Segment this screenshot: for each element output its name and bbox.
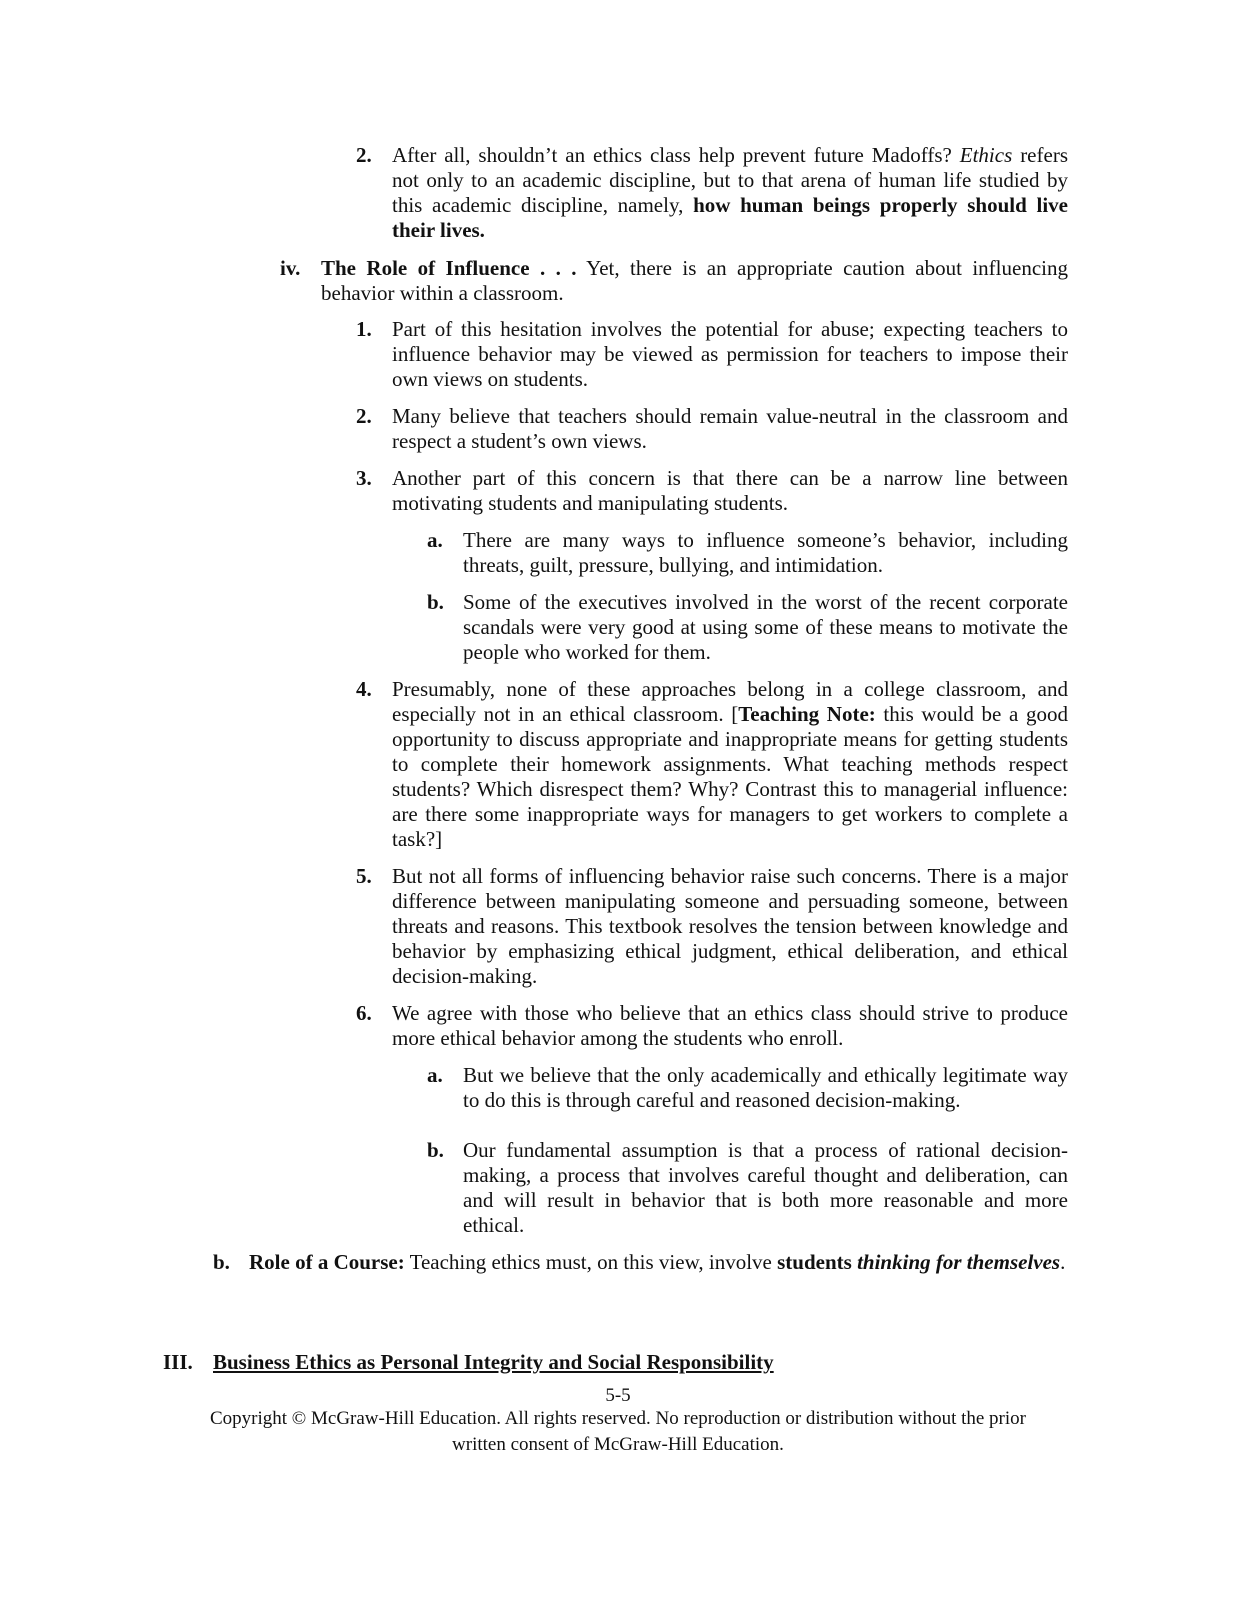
- section-iv-text: The Role of Influence . . . Yet, there is an appropriate caution about influencing behavior within a classroom.: [321, 256, 1068, 305]
- section-iv: [280, 256, 1068, 306]
- copyright-line-1: Copyright © McGraw-Hill Education. All rights reserved. No reproduction or distribution without the prior: [210, 1408, 1026, 1429]
- list-item-b-role-of-course: b. Role of a Course: Teaching ethics must, on this view, involve students thinking for themselves.: [213, 1250, 1066, 1274]
- teaching-note-label: Teaching Note:: [738, 702, 876, 726]
- list-item-iv-3b: b. Some of the executives involved in the worst of the recent corporate scandals were very good at using some of these means to motivate the people who worked for them.: [427, 590, 1068, 664]
- list-item-label: 2.: [356, 143, 372, 167]
- list-item-iv-5: 5. But not all forms of influencing behavior raise such concerns. There is a major difference between manipulating someone and persuading someone, between threats and reasons. This textbook resolves the tension between knowledge and behavior by emphasizing ethical judgment, ethical deliberation, and ethical decision-making.: [356, 864, 1068, 988]
- list-item-iv-6b: b. Our fundamental assumption is that a process of rational decision-making, a process that involves careful thought and deliberation, can and will result in behavior that is both more reasonable and more ethical.: [427, 1138, 1068, 1237]
- list-item-iv-1: 1. Part of this hesitation involves the potential for abuse; expecting teachers to influence behavior may be viewed as permission for teachers to impose their own views on students.: [356, 317, 1068, 391]
- page-number: 5-5: [605, 1385, 631, 1406]
- section-iii-heading: III. Business Ethics as Personal Integrity and Social Responsibility: [163, 1350, 774, 1374]
- role-of-course-heading: Role of a Course:: [249, 1250, 405, 1274]
- list-item-2: [356, 143, 1068, 243]
- list-item-text: After all, shouldn’t an ethics class help prevent future Madoffs? Ethics refers not only to an academic discipline, but to that arena of human life studied by this academic discipline, namely, how human beings properly should live their lives.: [392, 143, 1068, 242]
- list-item-iv-3: 3. Another part of this concern is that there can be a narrow line between motivating students and manipulating students.: [356, 466, 1068, 515]
- list-item-iv-3a: a. There are many ways to influence someone’s behavior, including threats, guilt, pressure, bullying, and intimidation.: [427, 528, 1068, 577]
- list-item-iv-4: 4. Presumably, none of these approaches belong in a college classroom, and especially not in an ethical classroom. [Teaching Note: this would be a good opportunity to discuss appropriate and inappropriate means for getting students to complete their homework assignments. What teaching methods respect students? Which disrespect them? Why? Contrast this to managerial influence: are there some inappropriate ways for managers to get workers to complete a task?]: [356, 677, 1069, 851]
- section-iv-label: iv.: [280, 256, 301, 280]
- list-item-iv-2: 2. Many believe that teachers should remain value-neutral in the classroom and respect a student’s own views.: [356, 404, 1068, 453]
- list-item-iv-6: 6. We agree with those who believe that an ethics class should strive to produce more ethical behavior among the students who enroll.: [356, 1001, 1068, 1050]
- section-iv-heading: The Role of Influence . . .: [321, 256, 577, 280]
- copyright-line-2: written consent of McGraw-Hill Education.: [452, 1434, 784, 1455]
- list-item-iv-6a: a. But we believe that the only academically and ethically legitimate way to do this is through careful and reasoned decision-making.: [427, 1063, 1068, 1112]
- section-iii-title: Business Ethics as Personal Integrity and Social Responsibility: [213, 1350, 774, 1374]
